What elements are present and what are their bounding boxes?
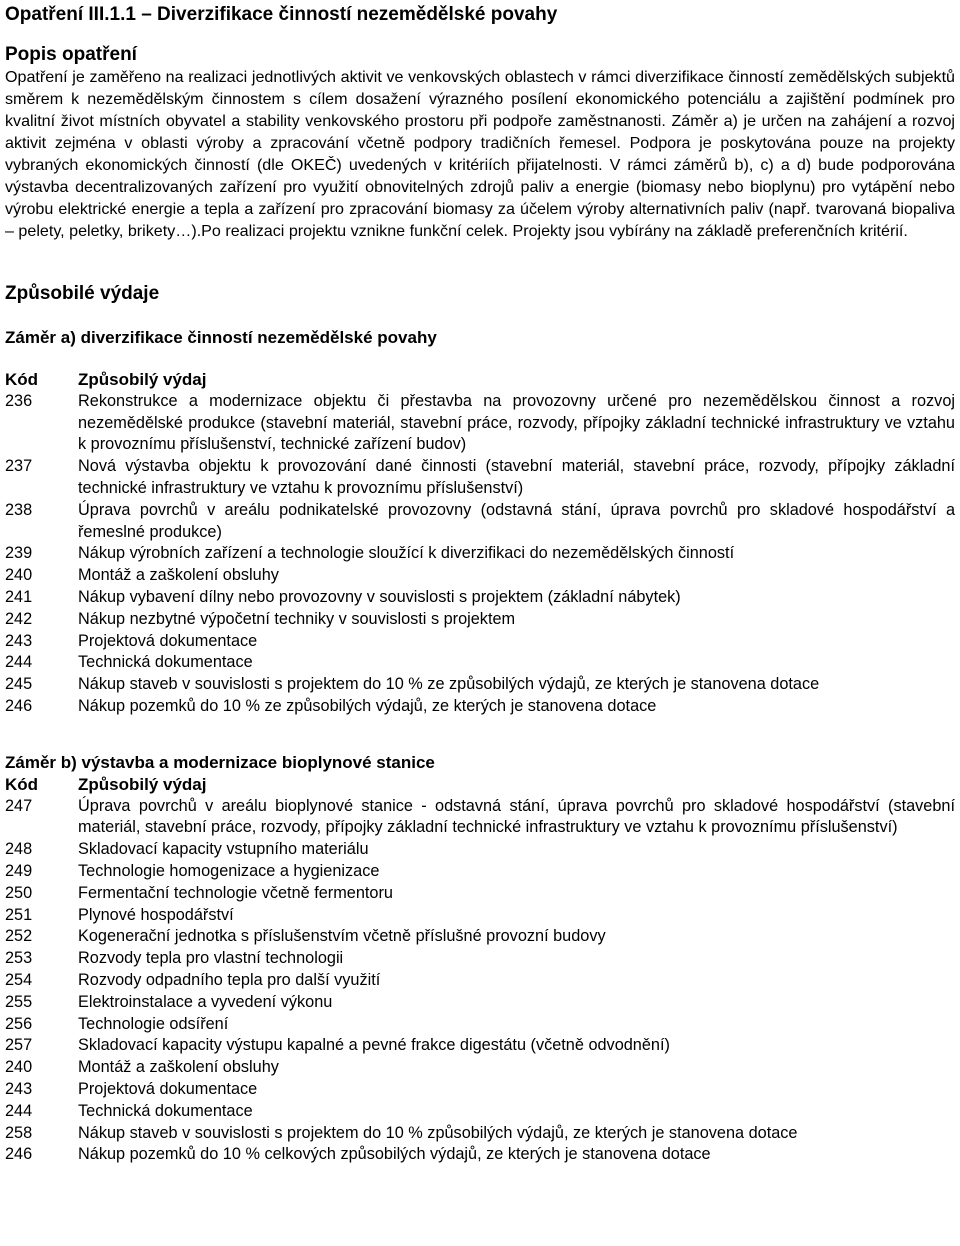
table-row bbox=[5, 796, 955, 840]
row-desc: Skladovací kapacity vstupního materiálu bbox=[78, 840, 369, 859]
row-code: 255 bbox=[5, 992, 33, 1011]
row-desc: Nákup nezbytné výpočetní techniky v souvislosti s projektem bbox=[78, 609, 516, 628]
row-desc: Technická dokumentace bbox=[78, 653, 253, 672]
zamer-a-rows bbox=[5, 391, 955, 718]
row-desc: Projektová dokumentace bbox=[78, 1079, 258, 1098]
popis-heading: Popis opatření bbox=[5, 44, 137, 65]
row-code: 248 bbox=[5, 840, 33, 859]
row-code: 246 bbox=[5, 696, 33, 715]
row-code: 244 bbox=[5, 653, 33, 672]
col-code-header: Kód bbox=[5, 774, 39, 794]
row-desc: Nákup staveb v souvislosti s projektem do 10 % způsobilých výdajů, ze kterých je stanovena dotace bbox=[78, 1123, 798, 1142]
row-desc: Montáž a zaškolení obsluhy bbox=[78, 566, 279, 585]
table-row bbox=[5, 1101, 955, 1123]
row-desc: Kogenerační jednotka s příslušenstvím včetně příslušné provozní budovy bbox=[78, 927, 606, 946]
row-code: 244 bbox=[5, 1101, 33, 1120]
row-desc: Nákup pozemků do 10 % ze způsobilých výdajů, ze kterých je stanovena dotace bbox=[78, 696, 657, 715]
row-desc: Technická dokumentace bbox=[78, 1101, 253, 1120]
table-row bbox=[5, 696, 955, 718]
row-code: 258 bbox=[5, 1123, 33, 1142]
row-code: 250 bbox=[5, 883, 33, 902]
row-code: 238 bbox=[5, 500, 33, 519]
table-row bbox=[5, 1014, 955, 1036]
row-desc: Rekonstrukce a modernizace objektu či přestavba na provozovny určené pro nezemědělskou činnost a rozvoj nezemědělské produkce (stavební materiál, stavební práce, rozvody, přípojky základní technické infrastruktury ve vztahu k provoznímu příslušenství, technické zařízení budov) bbox=[78, 391, 955, 454]
document-title: Opatření III.1.1 – Diverzifikace činností nezemědělské povahy bbox=[5, 4, 558, 25]
table-row bbox=[5, 631, 955, 653]
row-code: 247 bbox=[5, 796, 33, 815]
row-desc: Rozvody tepla pro vlastní technologii bbox=[78, 949, 344, 968]
row-code: 253 bbox=[5, 949, 33, 968]
table-row bbox=[5, 839, 955, 861]
table-row bbox=[5, 652, 955, 674]
popis-paragraph: Opatření je zaměřeno na realizaci jednotlivých aktivit ve venkovských oblastech v rámci diverzifikace činností zemědělských subjektů směrem k nezemědělským činnostem s cílem dosažení výrazného posílení ekonomického potenciálu a zajištění podmínek pro kvalitní život místních obyvatel a stability venkovského prostoru při podpoře zaměstnanosti. Záměr a) je určen na zahájení a rozvoj aktivit zejména v oblasti výroby a zpracování včetně podpory tradičních řemesel. Podpora je poskytována pouze na projekty vybraných ekonomických činností (dle OKEČ) uvedených v kritériích přijatelnosti. V rámci záměrů b), c) a d) bude podporována výstavba decentralizovaných zařízení pro využití obnovitelných zdrojů paliv a energie (biomasy nebo bioplynu) pro vytápění nebo výrobu elektrické energie a tepla a zařízení pro zpracování biomasy za účelem výroby alternativních paliv (např. tvarovaná biopaliva – pelety, peletky, brikety…).Po realizaci projektu vznikne funkční celek. Projekty jsou vybírány na základě preferenčních kritérií. bbox=[5, 68, 955, 240]
table-row bbox=[5, 543, 955, 565]
table-header bbox=[5, 774, 955, 796]
row-desc: Úprava povrchů v areálu podnikatelské provozovny (odstavná stání, úprava povrchů pro skladové hospodářství a řemeslné produkce) bbox=[78, 500, 955, 541]
zamer-a-table bbox=[5, 369, 955, 718]
row-desc: Nákup staveb v souvislosti s projektem do 10 % ze způsobilých výdajů, ze kterých je stanovena dotace bbox=[78, 675, 820, 694]
row-code: 254 bbox=[5, 970, 33, 989]
table-row bbox=[5, 1035, 955, 1057]
row-code: 243 bbox=[5, 1079, 33, 1098]
row-desc: Montáž a zaškolení obsluhy bbox=[78, 1058, 279, 1077]
row-desc: Rozvody odpadního tepla pro další využití bbox=[78, 970, 381, 989]
zamer-b-table bbox=[5, 774, 955, 1166]
row-code: 246 bbox=[5, 1145, 33, 1164]
row-code: 240 bbox=[5, 1058, 33, 1077]
table-row bbox=[5, 565, 955, 587]
row-code: 242 bbox=[5, 609, 33, 628]
table-row bbox=[5, 948, 955, 970]
table-row bbox=[5, 1144, 955, 1166]
row-desc: Nákup výrobních zařízení a technologie sloužící k diverzifikaci do nezemědělských činností bbox=[78, 544, 735, 563]
table-row bbox=[5, 1123, 955, 1145]
zamer-b-rows bbox=[5, 796, 955, 1167]
row-code: 241 bbox=[5, 587, 33, 606]
row-code: 257 bbox=[5, 1036, 33, 1055]
row-desc: Plynové hospodářství bbox=[78, 905, 234, 924]
row-code: 240 bbox=[5, 566, 33, 585]
table-row bbox=[5, 1079, 955, 1101]
row-code: 251 bbox=[5, 905, 33, 924]
zamer-a-heading: Záměr a) diverzifikace činností nezemědělské povahy bbox=[5, 328, 437, 347]
row-code: 252 bbox=[5, 927, 33, 946]
table-row bbox=[5, 609, 955, 631]
row-code: 249 bbox=[5, 861, 33, 880]
row-code: 243 bbox=[5, 631, 33, 650]
row-desc: Technologie odsíření bbox=[78, 1014, 229, 1033]
table-row bbox=[5, 674, 955, 696]
col-desc-header: Způsobilý výdaj bbox=[78, 774, 207, 794]
row-desc: Nová výstavba objektu k provozování dané činnosti (stavební materiál, stavební práce, rozvody, přípojky základní technické infrastruktury ve vztahu k provoznímu příslušenství) bbox=[78, 457, 955, 497]
row-desc: Nákup vybavení dílny nebo provozovny v souvislosti s projektem (základní nábytek) bbox=[78, 587, 681, 606]
table-row bbox=[5, 905, 955, 927]
row-desc: Nákup pozemků do 10 % celkových způsobilých výdajů, ze kterých je stanovena dotace bbox=[78, 1145, 711, 1164]
row-code: 239 bbox=[5, 544, 33, 563]
table-row bbox=[5, 456, 955, 500]
table-row bbox=[5, 861, 955, 883]
table-row bbox=[5, 970, 955, 992]
zamer-b-heading: Záměr b) výstavba a modernizace bioplynové stanice bbox=[5, 752, 435, 772]
row-code: 256 bbox=[5, 1014, 33, 1033]
table-row bbox=[5, 926, 955, 948]
row-desc: Fermentační technologie včetně fermentoru bbox=[78, 883, 393, 902]
row-code: 245 bbox=[5, 675, 33, 694]
col-desc-header: Způsobilý výdaj bbox=[78, 370, 207, 389]
document-page bbox=[5, 0, 955, 1166]
row-code: 236 bbox=[5, 391, 33, 410]
table-row bbox=[5, 992, 955, 1014]
table-row bbox=[5, 500, 955, 544]
col-code-header: Kód bbox=[5, 370, 39, 389]
row-desc: Elektroinstalace a vyvedení výkonu bbox=[78, 992, 333, 1011]
row-desc: Projektová dokumentace bbox=[78, 631, 258, 650]
row-code: 237 bbox=[5, 457, 33, 476]
table-row bbox=[5, 1057, 955, 1079]
row-desc: Technologie homogenizace a hygienizace bbox=[78, 861, 380, 880]
table-row bbox=[5, 391, 955, 456]
table-row bbox=[5, 587, 955, 609]
table-row bbox=[5, 883, 955, 905]
table-header bbox=[5, 369, 955, 391]
zpusobile-heading: Způsobilé výdaje bbox=[5, 283, 160, 304]
row-desc: Skladovací kapacity výstupu kapalné a pevné frakce digestátu (včetně odvodnění) bbox=[78, 1036, 670, 1055]
row-desc: Úprava povrchů v areálu bioplynové stanice - odstavná stání, úprava povrchů pro skladové hospodářství (stavební materiál, stavební práce, rozvody, přípojky základní technické infrastruktury ve vztahu k provoznímu příslušenství) bbox=[78, 796, 955, 837]
